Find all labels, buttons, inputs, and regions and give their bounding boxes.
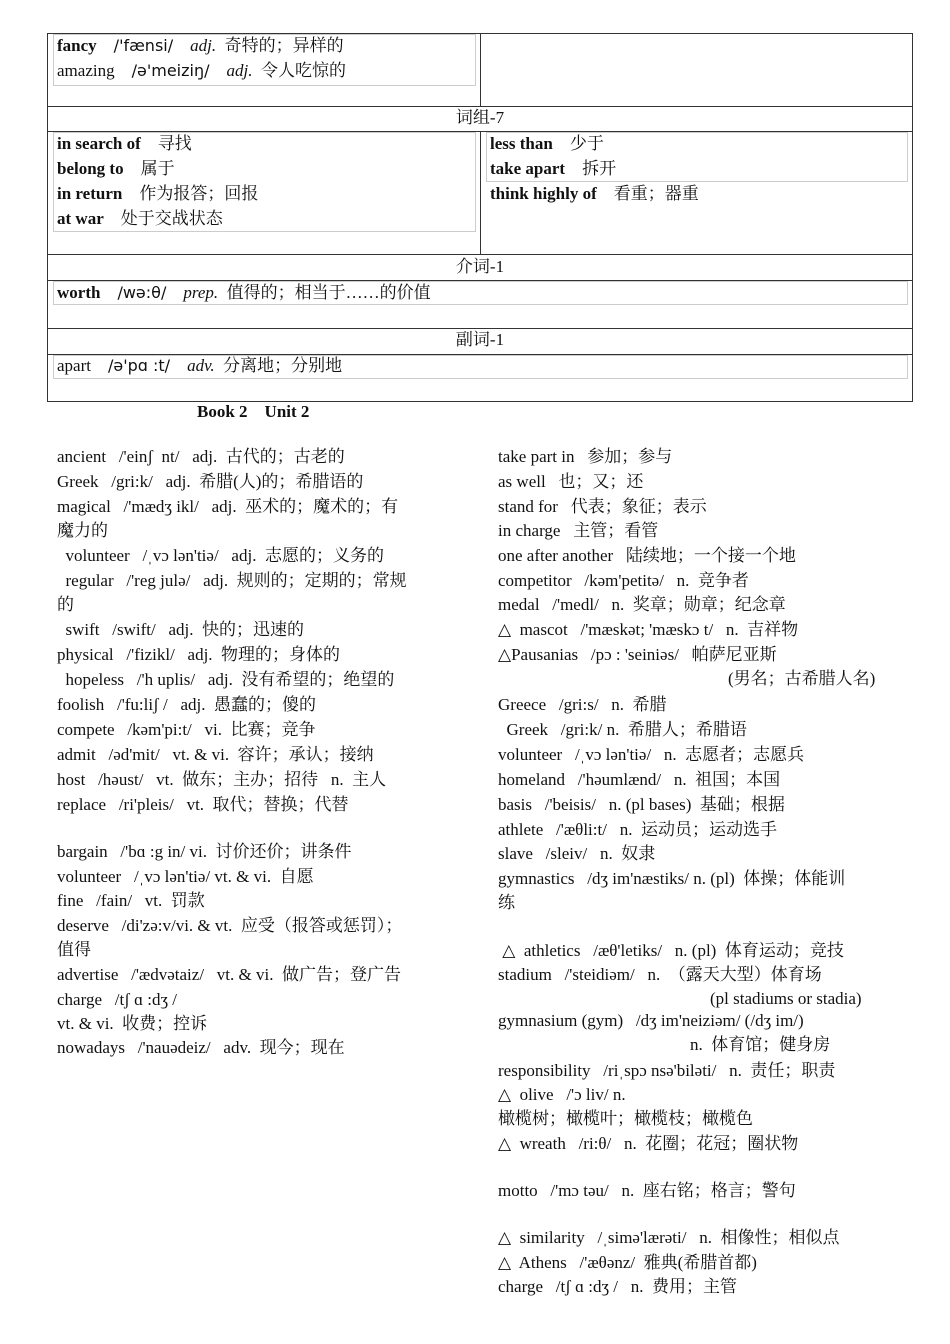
table-entry: amazing /ə'meiziŋ/ adj. 令人吃惊的 bbox=[57, 61, 346, 80]
word-entry: charge /tʃ ɑ :dʒ / n. 费用；主管 bbox=[498, 1277, 737, 1296]
vocab-table bbox=[47, 33, 913, 402]
phrase-entry: in return 作为报答；回报 bbox=[57, 184, 259, 203]
word-entry: 值得 bbox=[57, 940, 91, 959]
word-entry: physical /'fizikl/ adj. 物理的；身体的 bbox=[57, 645, 341, 664]
word-entry: one after another 陆续地；一个接一个地 bbox=[498, 546, 796, 565]
word-entry: 练 bbox=[498, 893, 515, 912]
word-entry: stand for 代表；象征；表示 bbox=[498, 497, 707, 516]
word-entry: replace /ri'pleis/ vt. 取代；替换；代替 bbox=[57, 795, 349, 814]
word-entry: 魔力的 bbox=[57, 521, 108, 540]
word-entry: Greek /gri:k/ adj. 希腊(人)的；希腊语的 bbox=[57, 472, 364, 491]
word-entry: 的 bbox=[57, 595, 74, 614]
word-entry: basis /'beisis/ n. (pl bases) 基础；根据 bbox=[498, 795, 785, 814]
word-entry: deserve /di'zə:v/vi. & vt. 应受（报答或惩罚）； bbox=[57, 916, 403, 935]
word-entry: (男名；古希腊人名) bbox=[728, 669, 876, 688]
word-entry: homeland /'həumlænd/ n. 祖国；本国 bbox=[498, 770, 781, 789]
word-entry: admit /əd'mit/ vt. & vi. 容许；承认；接纳 bbox=[57, 745, 374, 764]
word-entry: competitor /kəm'petitə/ n. 竞争者 bbox=[498, 571, 749, 590]
cell-divider bbox=[480, 34, 481, 106]
word-entry: △ wreath /ri:θ/ n. 花圈；花冠；圈状物 bbox=[498, 1134, 799, 1153]
word-entry: compete /kəm'pi:t/ vi. 比赛；竞争 bbox=[57, 720, 316, 739]
word-entry: n. 体育馆；健身房 bbox=[690, 1035, 831, 1054]
word-entry: Greece /gri:s/ n. 希腊 bbox=[498, 695, 667, 714]
phrase-entry: take apart 拆开 bbox=[490, 159, 617, 178]
word-entry: hopeless /'h uplis/ adj. 没有希望的；绝望的 bbox=[57, 670, 395, 689]
word-entry: motto /'mɔ təu/ n. 座右铭；格言；警句 bbox=[498, 1181, 796, 1200]
prep-entry: worth /wə:θ/ prep. 值得的；相当于……的价值 bbox=[57, 283, 431, 302]
phrase-entry: at war 处于交战状态 bbox=[57, 209, 223, 228]
phrase-header: 词组-7 bbox=[455, 108, 505, 127]
word-entry: magical /'mædʒ ikl/ adj. 巫术的；魔术的；有 bbox=[57, 497, 399, 516]
word-entry: foolish /'fu:liʃ / adj. 愚蠢的；傻的 bbox=[57, 695, 316, 714]
word-entry: swift /swift/ adj. 快的；迅速的 bbox=[57, 620, 304, 639]
phrase-entry: in search of 寻找 bbox=[57, 134, 192, 153]
adv-entry: apart /ə'pɑ :t/ adv. 分离地；分别地 bbox=[57, 356, 343, 375]
word-entry: △ mascot /'mæskət; 'mæskɔ t/ n. 吉祥物 bbox=[498, 620, 799, 639]
word-entry: as well 也；又；还 bbox=[498, 472, 644, 491]
word-entry: in charge 主管；看管 bbox=[498, 521, 659, 540]
word-entry: volunteer /ˌvɔ lən'tiə/ n. 志愿者；志愿兵 bbox=[498, 745, 805, 764]
word-entry: fine /fain/ vt. 罚款 bbox=[57, 891, 205, 910]
table-entry: fancy /'fænsi/ adj. 奇特的；异样的 bbox=[57, 36, 344, 55]
word-entry: volunteer /ˌvɔ lən'tiə/ vt. & vi. 自愿 bbox=[57, 867, 314, 886]
unit-title: Book 2 Unit 2 bbox=[197, 402, 310, 421]
word-entry: athlete /'æθli:t/ n. 运动员；运动选手 bbox=[498, 820, 777, 839]
word-entry: nowadays /'nauədeiz/ adv. 现今；现在 bbox=[57, 1038, 345, 1057]
word-entry: take part in 参加；参与 bbox=[498, 447, 673, 466]
word-entry: gymnasium (gym) /dʒ im'neiziəm/ (/dʒ im/) bbox=[498, 1011, 804, 1030]
word-entry: regular /'reg julə/ adj. 规则的；定期的；常规 bbox=[57, 571, 407, 590]
word-entry: vt. & vi. 收费；控诉 bbox=[57, 1014, 208, 1033]
word-entry: stadium /'steidiəm/ n. （露天大型）体育场 bbox=[498, 965, 822, 984]
word-entry: Greek /gri:k/ n. 希腊人；希腊语 bbox=[498, 720, 747, 739]
phrase-entry: think highly of 看重；器重 bbox=[490, 184, 699, 203]
word-entry: volunteer /ˌvɔ lən'tiə/ adj. 志愿的；义务的 bbox=[57, 546, 384, 565]
word-entry: (pl stadiums or stadia) bbox=[710, 989, 862, 1008]
word-entry: gymnastics /dʒ im'næstiks/ n. (pl) 体操；体能训 bbox=[498, 869, 846, 888]
word-entry: △Pausanias /pɔ : 'seiniəs/ 帕萨尼亚斯 bbox=[498, 645, 777, 664]
word-entry: bargain /'bɑ :g in/ vi. 讨价还价；讲条件 bbox=[57, 842, 352, 861]
phrase-entry: less than 少于 bbox=[490, 134, 604, 153]
word-entry: charge /tʃ ɑ :dʒ / bbox=[57, 990, 177, 1009]
adv-header: 副词-1 bbox=[455, 330, 505, 349]
phrase-entry: belong to 属于 bbox=[57, 159, 175, 178]
word-entry: responsibility /riˌspɔ nsə'biləti/ n. 责任；职责 bbox=[498, 1061, 836, 1080]
word-entry: △ similarity /ˌsimə'lærəti/ n. 相像性；相似点 bbox=[498, 1228, 840, 1247]
word-entry: 橄榄树；橄榄叶；橄榄枝；橄榄色 bbox=[498, 1109, 753, 1128]
word-entry: medal /'medl/ n. 奖章；勋章；纪念章 bbox=[498, 595, 786, 614]
word-entry: △ athletics /æθ'letiks/ n. (pl) 体育运动；竞技 bbox=[498, 941, 844, 960]
word-entry: host /həust/ vt. 做东；主办；招待 n. 主人 bbox=[57, 770, 387, 789]
word-entry: advertise /'ædvətaiz/ vt. & vi. 做广告；登广告 bbox=[57, 965, 401, 984]
word-entry: △ olive /'ɔ liv/ n. bbox=[498, 1085, 626, 1104]
prep-header: 介词-1 bbox=[455, 257, 505, 276]
word-entry: slave /sleiv/ n. 奴隶 bbox=[498, 844, 656, 863]
word-entry: △ Athens /'æθənz/ 雅典(希腊首都) bbox=[498, 1253, 757, 1272]
word-entry: ancient /'einʃ nt/ adj. 古代的；古老的 bbox=[57, 447, 345, 466]
